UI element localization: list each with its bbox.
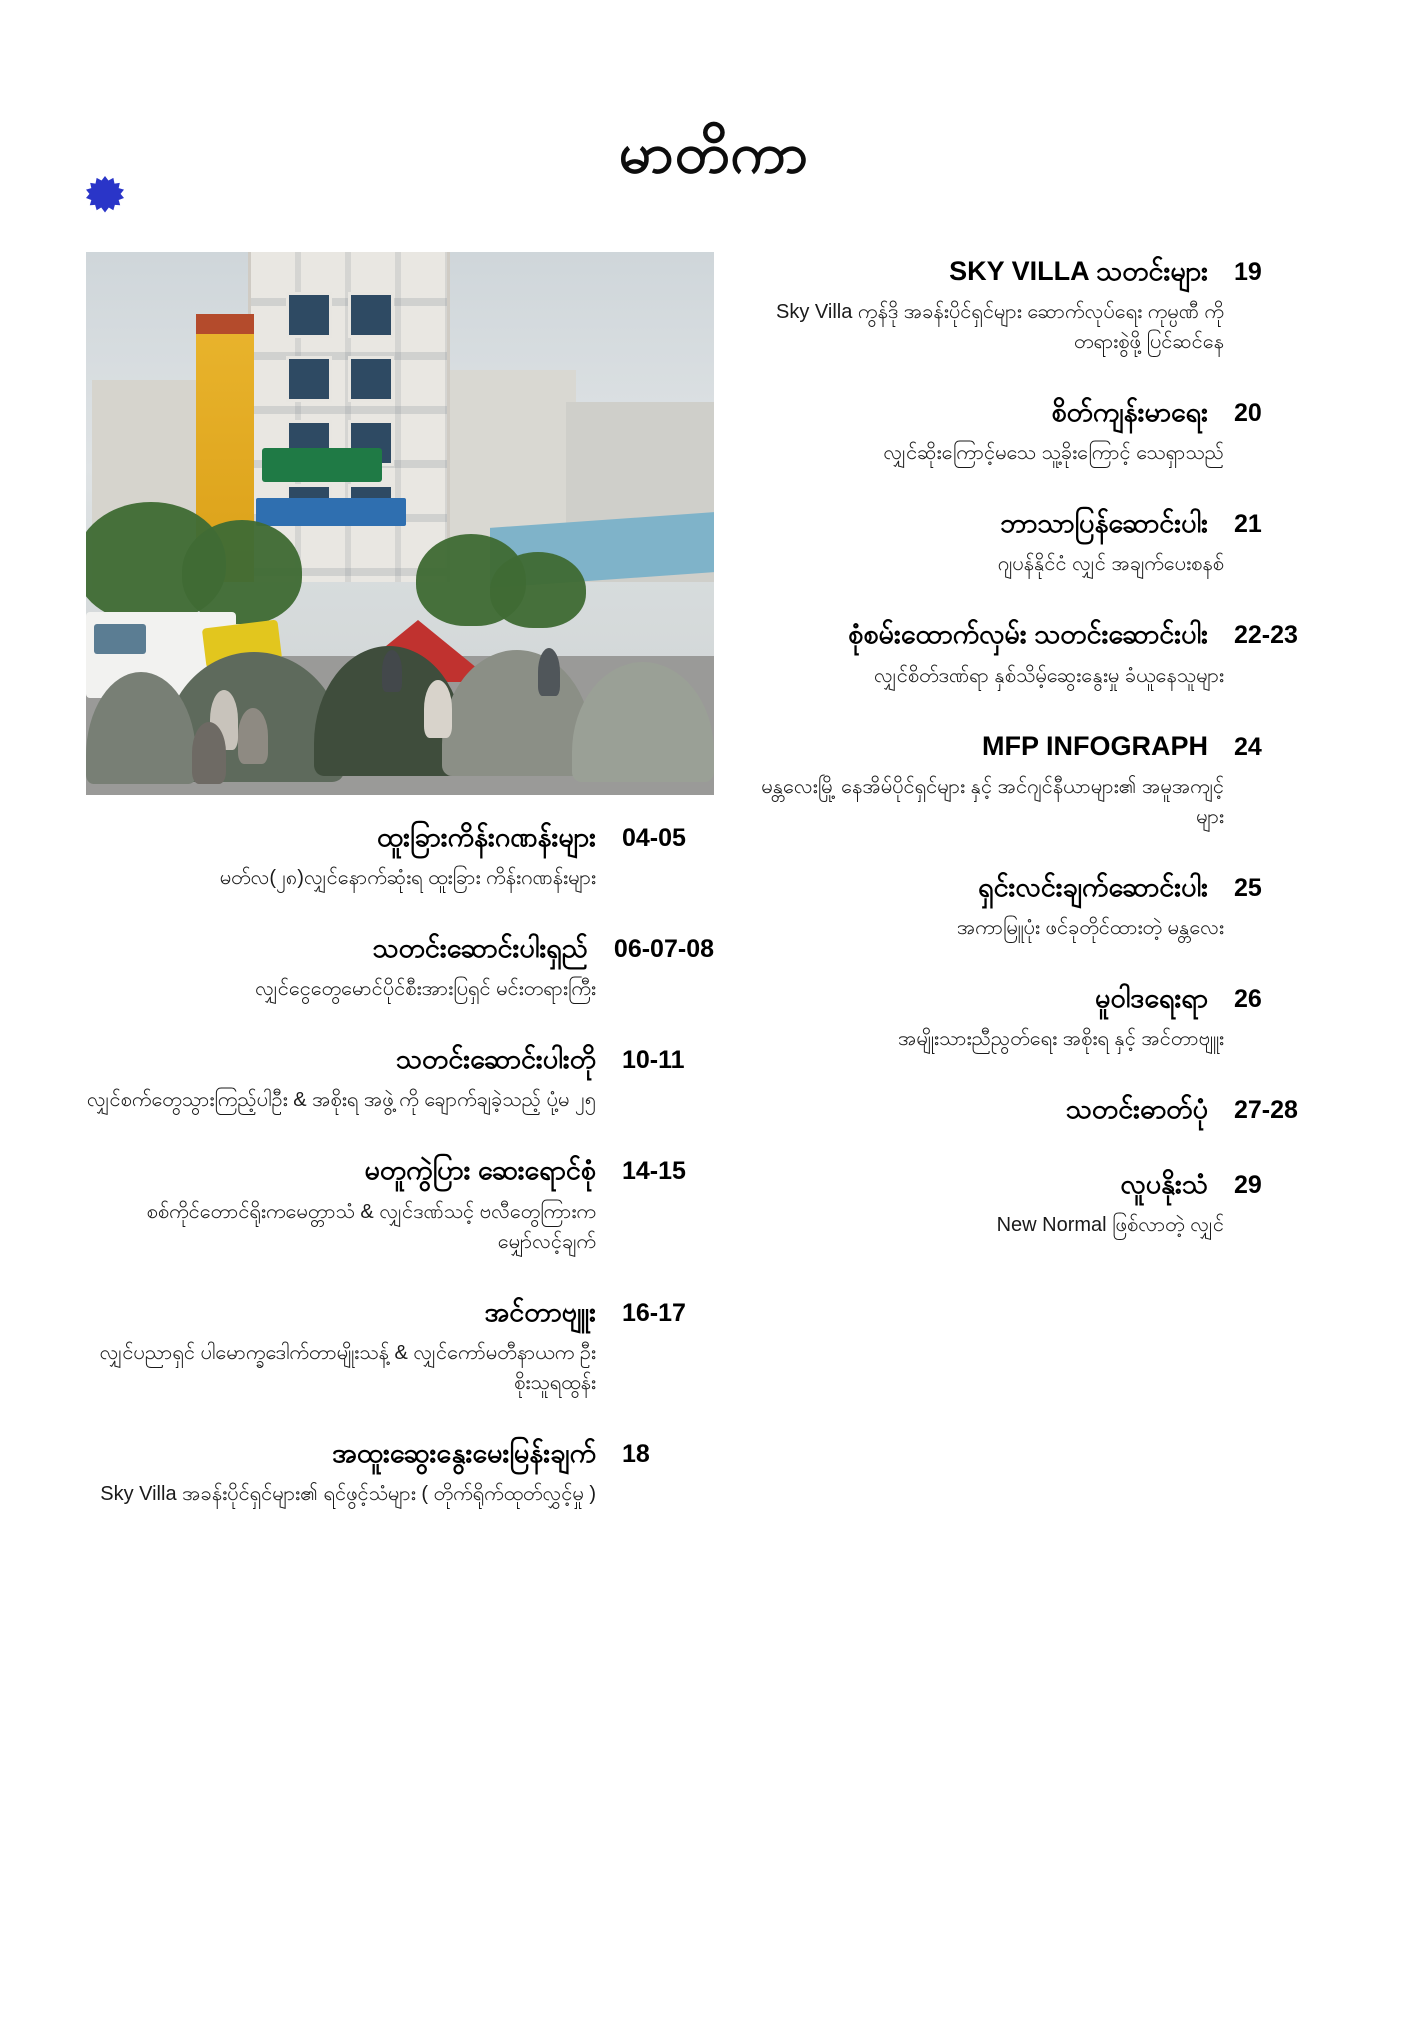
toc-entry-subtitle: ဂျပန်နိုင်ငံ လျှင် အချက်ပေးစနစ် <box>997 553 1224 576</box>
toc-entry-subtitle: လျှင်ပညာရှင် ပါမောက္ခဒေါက်တာမျိုးသန့် & လျှင်ကော်မတီနာယက ဦးစိုးသူရထွန်း <box>99 1341 596 1394</box>
toc-entry-subtitle: အမျိုးသားညီညွတ်ရေး အစိုးရ နှင့် အင်တာဗျူး <box>898 1027 1224 1050</box>
photo-window <box>348 356 394 402</box>
toc-entry-title: စုံစမ်းထောက်လှမ်း သတင်းဆောင်းပါး <box>848 619 1208 650</box>
toc-entry-title: မတူကွဲပြား ဆေးရောင်စုံ <box>364 1155 596 1186</box>
toc-entry-subtitle: လျှင်ဆိုးကြောင့်မသေ သူ့ခိုးကြောင့် သေရှာသည် <box>883 442 1224 465</box>
toc-entry-pages: 24 <box>1234 732 1262 761</box>
toc-entry[interactable] <box>740 727 1342 832</box>
photo-shop-sign-green <box>262 448 382 482</box>
photo-person <box>382 650 402 692</box>
toc-entry[interactable] <box>86 929 714 1004</box>
toc-entry[interactable] <box>740 1165 1342 1240</box>
toc-entry-title: SKY VILLA သတင်းများ <box>949 256 1208 286</box>
photo-window <box>286 292 332 338</box>
toc-entry-pages: 29 <box>1234 1171 1262 1200</box>
toc-entry-pages: 16-17 <box>622 1298 686 1327</box>
toc-entry-pages: 26 <box>1234 984 1262 1013</box>
toc-entry-title: ဘာသာပြန်ဆောင်းပါး <box>1000 508 1208 539</box>
toc-entry-title: စိတ်ကျန်းမာရေး <box>1051 397 1208 428</box>
toc-entry[interactable] <box>740 979 1342 1054</box>
toc-entry-title: အင်တာဗျူး <box>484 1296 596 1327</box>
photo-truck-window <box>94 624 146 654</box>
toc-entry-subtitle: မန္တလေးမြို့ နေအိမ်ပိုင်ရှင်များ နှင့် အင်ဂျင်နီယာများ၏ အမူအကျင့်များ <box>761 775 1224 828</box>
toc-entry-title: မူဝါဒရေးရာ <box>1095 982 1208 1013</box>
toc-entry-pages: 25 <box>1234 873 1262 902</box>
photo-facade-band-top <box>196 314 254 336</box>
toc-entry-subtitle: မတ်လ(၂၈)လျှင်နောက်ဆုံးရ ထူးခြား ကိန်းဂဏန်းများ <box>219 867 596 890</box>
toc-entry-subtitle: စစ်ကိုင်တောင်ရိုးကမေတ္တာသံ & လျှင်ဒဏ်သင့် ဗလီတွေကြားက မျှော်လင့်ချက် <box>146 1200 596 1253</box>
toc-left-column <box>86 818 714 1545</box>
photo-window <box>286 356 332 402</box>
toc-entry[interactable] <box>86 1040 714 1115</box>
photo-shop-sign-blue <box>256 498 406 526</box>
toc-entry-pages: 27-28 <box>1234 1095 1298 1124</box>
toc-entry-pages: 10-11 <box>622 1046 685 1075</box>
photo-window <box>348 292 394 338</box>
toc-entry[interactable] <box>740 393 1342 468</box>
photo-person <box>424 680 452 738</box>
page-title: မာတိကာ <box>618 121 810 184</box>
toc-entry-title: အထူးဆွေးနွေးမေးမြန်းချက် <box>332 1437 596 1468</box>
toc-entry-subtitle: အကာမြူပုံး ဖင်ခုတိုင်ထားတဲ့ မန္တလေး <box>956 916 1224 939</box>
photo-person <box>238 708 268 764</box>
toc-entry-pages: 22-23 <box>1234 621 1298 650</box>
toc-right-column <box>740 252 1342 1276</box>
toc-entry-title: လူပနိုးသံ <box>1120 1169 1208 1200</box>
toc-entry[interactable] <box>86 1151 714 1256</box>
toc-entry-pages: 18 <box>622 1439 650 1468</box>
toc-entry-title: ထူးခြားကိန်းဂဏန်းများ <box>376 822 596 852</box>
toc-entry[interactable] <box>740 868 1342 943</box>
toc-entry-subtitle: လျှင်စိတ်ဒဏ်ရာ နှစ်သိမ့်ဆွေးနွေးမှု ခံယူနေသူများ <box>874 664 1224 687</box>
toc-entry[interactable] <box>740 504 1342 579</box>
toc-entry-subtitle: လျှင်ငွေတွေမောင်ပိုင်စီးအားပြရှင် မင်းတရားကြီး <box>255 978 596 1001</box>
toc-entry[interactable] <box>86 1293 714 1398</box>
toc-entry-pages: 06-07-08 <box>613 935 714 964</box>
toc-entry[interactable] <box>86 1434 714 1509</box>
toc-entry-title: သတင်းဆောင်းပါးရှည် <box>372 933 588 964</box>
toc-entry-pages: 04-05 <box>622 824 686 852</box>
toc-entry-pages: 19 <box>1234 258 1262 286</box>
photo-tree <box>490 552 586 628</box>
toc-entry-subtitle: Sky Villa အခန်းပိုင်ရှင်များ၏ ရင်ဖွင့်သံများ ( တိုက်ရိုက်ထုတ်လွှင့်မှု ) <box>100 1482 596 1505</box>
photo-person <box>192 722 226 784</box>
toc-entry-pages: 21 <box>1234 510 1262 539</box>
toc-entry-title: ရှင်းလင်းချက်ဆောင်းပါး <box>978 871 1208 902</box>
toc-entry-title: သတင်းဓာတ်ပုံ <box>1065 1093 1208 1124</box>
toc-entry[interactable] <box>740 252 1342 357</box>
toc-entry[interactable] <box>86 818 714 893</box>
photo-tree <box>182 520 302 624</box>
toc-entry-subtitle: Sky Villa ကွန်ဒို အခန်းပိုင်ရှင်များ ဆောက်လုပ်ရေး ကုမ္ပဏီ ကို တရားစွဲဖို့ ပြင်ဆင်နေ <box>776 301 1224 354</box>
toc-entry-title: သတင်းဆောင်းပါးတို <box>395 1044 596 1075</box>
toc-entry[interactable] <box>740 1090 1342 1129</box>
toc-entry-title: MFP INFOGRAPH <box>981 730 1208 761</box>
toc-entry-pages: 14-15 <box>622 1157 686 1186</box>
toc-entry-subtitle: လျှင်စက်တွေသွားကြည့်ပါဦး & အစိုးရ အဖွဲ့ ကို ချောက်ချခဲ့သည့် ပုံ့မ ၂၅ <box>86 1089 596 1112</box>
cover-photo <box>86 252 714 795</box>
photo-person <box>538 648 560 696</box>
toc-entry[interactable] <box>740 615 1342 690</box>
toc-entry-subtitle: New Normal ဖြစ်လာတဲ့ လျှင် <box>996 1214 1224 1237</box>
toc-entry-pages: 20 <box>1234 399 1262 428</box>
